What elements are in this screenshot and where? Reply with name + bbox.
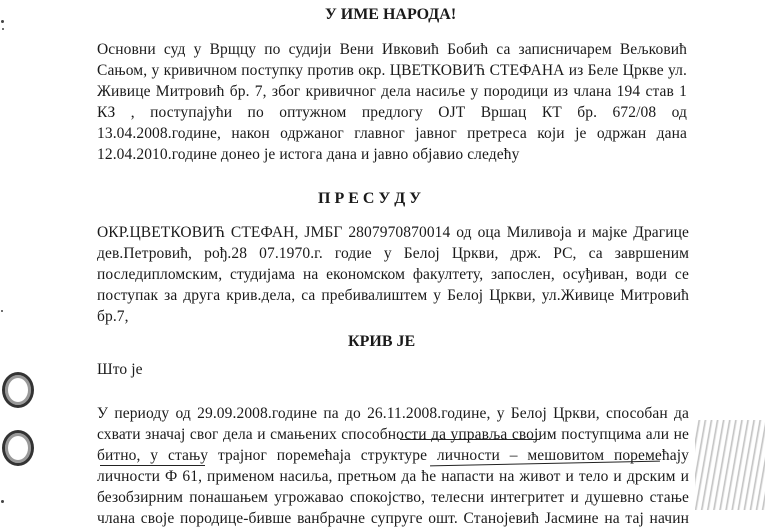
guilty-heading: КРИВ ЈЕ — [348, 333, 416, 350]
defendant-line: дев.Петровић, рођ.28 07.1970.г. годие у Белој Цркви, држ. РС, са завршеним — [97, 245, 689, 262]
handwritten-underline — [100, 465, 205, 466]
intro-line: КЗ , поступајући по оптужном предлогу ОЈТ Вршац КТ бр. 672/08 од — [97, 104, 687, 121]
scan-speck — [1, 20, 4, 23]
intro-line: Основни суд у Врщцу по судији Вени Ивковић Бобић са записничарем Вељковић — [97, 41, 687, 58]
defendant-line: бр.7, — [97, 308, 129, 325]
defendant-line: ОКР.ЦВЕТКОВИЋ СТЕФАН, ЈМБГ 2807970870014 од оца Миливоја и мајке Драгице — [97, 224, 689, 241]
binder-hole-icon — [2, 372, 34, 408]
scan-artifact — [695, 420, 765, 510]
document-title: У ИМЕ НАРОДА! — [325, 6, 457, 23]
because-label: Што је — [97, 361, 143, 378]
scan-speck — [1, 500, 4, 503]
defendant-line: поступак за друга крив.дела, са пребивалиштем у Белој Цркви, ул.Живице Митровић — [97, 287, 689, 304]
intro-line: 13.04.2008.године, након одржаног главног јавног претреса који је одржан дана — [97, 125, 687, 142]
facts-line: битно, у стању трајног поремећаја структуре личности – мешовитом поремећају — [97, 447, 689, 464]
intro-line: Сањом, у кривичном поступку против окр. ЦВЕТКОВИЋ СТЕФАНА из Беле Цркве ул. — [97, 62, 687, 79]
verdict-heading: П Р Е С У Д У — [318, 190, 421, 207]
defendant-line: последипломским, студијама на економском факултету, запослен, осуђиван, води се — [97, 266, 689, 283]
facts-line: У периоду од 29.09.2008.године па до 26.11.2008.године, у Белој Цркви, способан да — [97, 405, 689, 422]
handwritten-underline — [400, 439, 540, 440]
scan-speck — [2, 28, 4, 30]
scan-speck — [1, 310, 3, 312]
binder-hole-icon — [2, 430, 34, 466]
facts-line: личности Ф 61, применом насиља, претњом да ће напасти на живот и тело и дрским и — [97, 468, 689, 485]
facts-line: члана своје породице-бивше ванбрачне супруге ошт. Станојевић Јасмине на тај начин — [97, 510, 689, 527]
facts-line: безобзирним понашањем угрожавао спокојство, телесни интегритет и душевно стање — [97, 489, 689, 506]
intro-line: 12.04.2010.године донео је истога дана и јавно објавио следећу — [97, 146, 520, 163]
intro-line: Живице Митровић бр. 7, због кривичног дела насиље у породици из члана 194 став 1 — [97, 83, 687, 100]
facts-line: схвати значај свог дела и смањених способности да управља својим поступцима али не — [97, 426, 689, 443]
